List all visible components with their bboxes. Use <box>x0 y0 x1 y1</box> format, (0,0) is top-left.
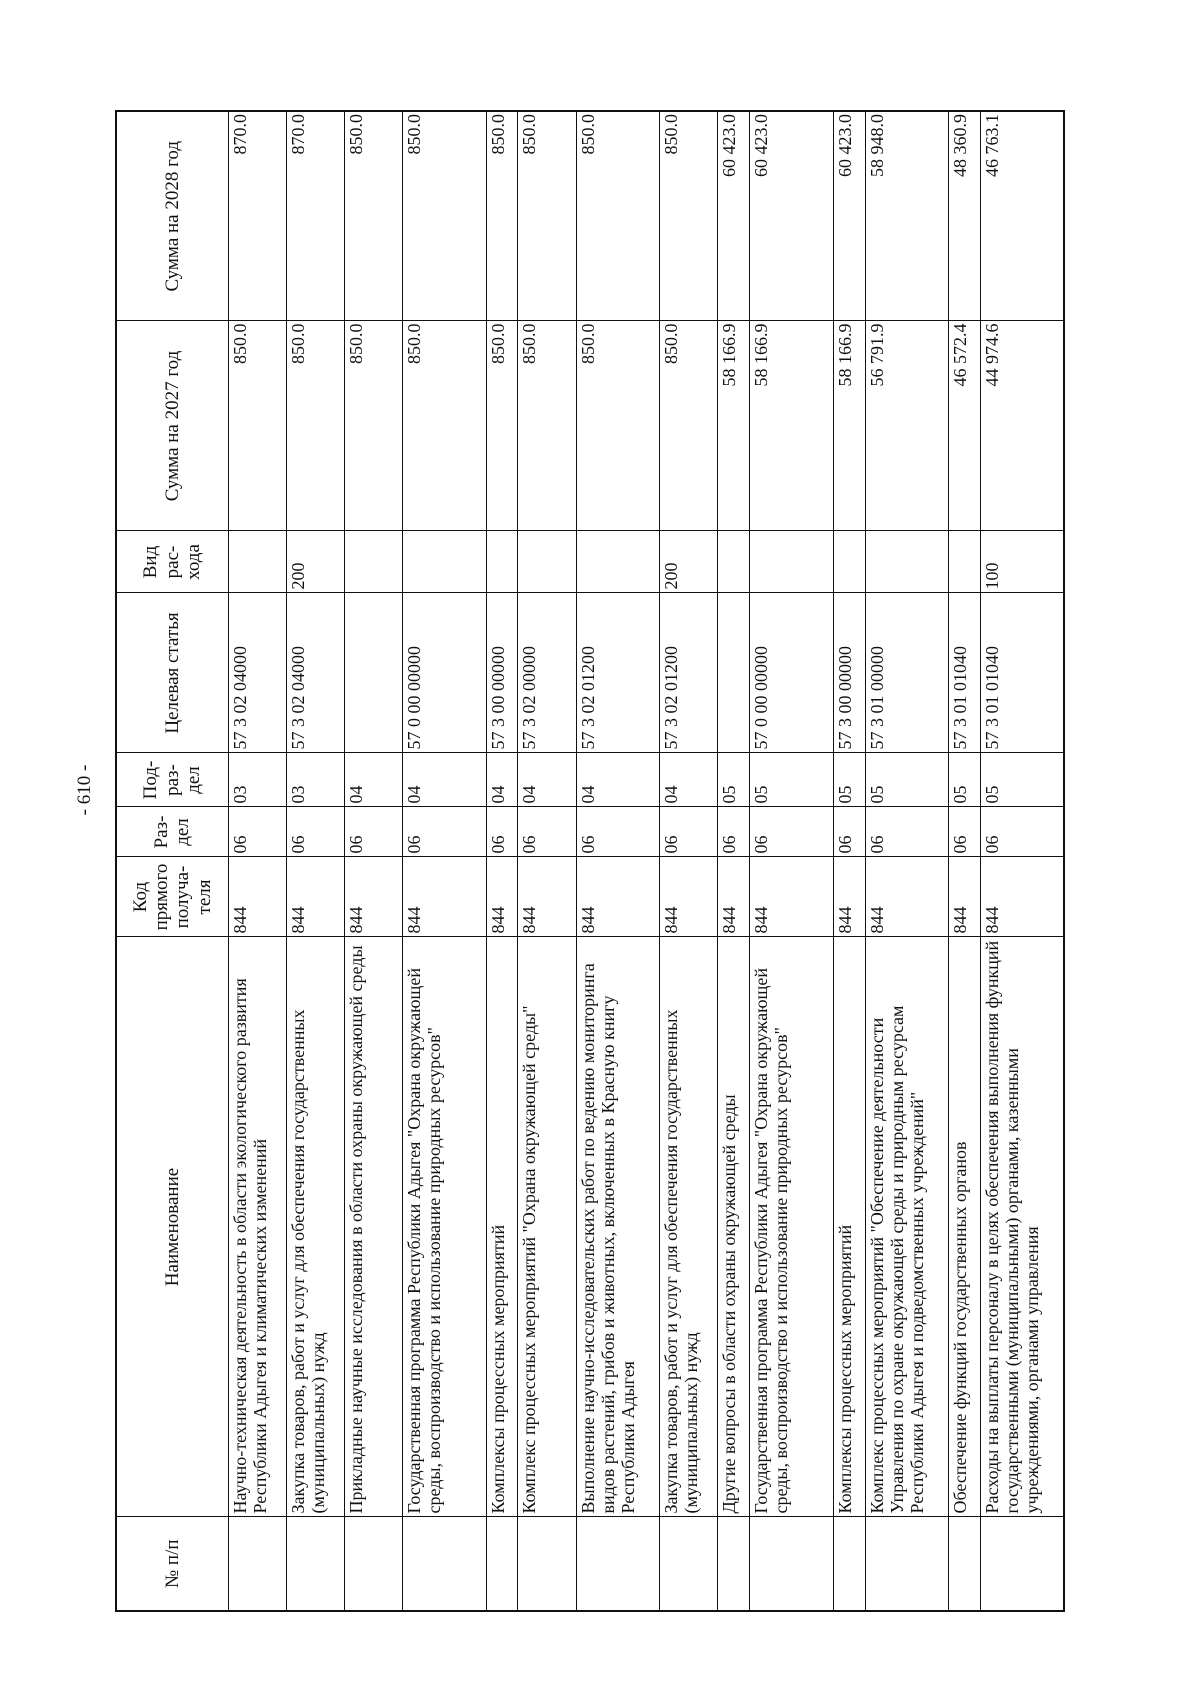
cell-recipient: 844 <box>403 857 486 937</box>
cell-no <box>576 1517 659 1611</box>
cell-name: Комплексы процессных мероприятий <box>486 937 518 1517</box>
cell-section: 06 <box>660 807 718 857</box>
cell-expense-type <box>344 531 402 593</box>
table-row <box>228 111 286 1611</box>
cell-expense-type <box>949 531 981 593</box>
cell-sum-2028: 60 423.0 <box>718 111 750 321</box>
cell-recipient: 844 <box>344 857 402 937</box>
cell-no <box>344 1517 402 1611</box>
cell-section: 06 <box>833 807 865 857</box>
cell-sum-2028: 60 423.0 <box>750 111 833 321</box>
cell-expense-type <box>576 531 659 593</box>
cell-expense-type <box>750 531 833 593</box>
cell-name: Расходы на выплаты персоналу в целях обеспечения выполнения функций государственными (муниципальными) органами, казенными учреждениями, органами управления <box>980 937 1064 1517</box>
cell-subsection: 03 <box>286 753 344 807</box>
cell-name: Государственная программа Республики Адыгея "Охрана окружающей среды, воспроизводство и использование природных ресурсов" <box>403 937 486 1517</box>
cell-sum-2028: 58 948.0 <box>865 111 948 321</box>
cell-name: Научно-техническая деятельность в области экологического развития Республики Адыгея и климатических изменений <box>228 937 286 1517</box>
cell-target: 57 3 01 00000 <box>865 593 948 753</box>
cell-sum-2028: 850.0 <box>518 111 576 321</box>
cell-subsection: 05 <box>949 753 981 807</box>
cell-name: Комплексы процессных мероприятий <box>833 937 865 1517</box>
cell-name: Прикладные научные исследования в области охраны окружающей среды <box>344 937 402 1517</box>
cell-recipient: 844 <box>865 857 948 937</box>
cell-expense-type <box>718 531 750 593</box>
cell-recipient: 844 <box>750 857 833 937</box>
cell-no <box>833 1517 865 1611</box>
cell-section: 06 <box>576 807 659 857</box>
cell-name: Закупка товаров, работ и услуг для обеспечения государственных (муниципальных) нужд <box>286 937 344 1517</box>
cell-section: 06 <box>344 807 402 857</box>
cell-subsection: 04 <box>486 753 518 807</box>
cell-name: Выполнение научно-исследовательских работ по ведению мониторинга видов растений, грибов и животных, включенных в Красную книгу Республики Адыгея <box>576 937 659 1517</box>
cell-section: 06 <box>949 807 981 857</box>
budget-table <box>115 110 1065 1612</box>
table-row <box>949 111 981 1611</box>
header-section: Раз-дел <box>116 807 228 857</box>
cell-name: Обеспечение функций государственных органов <box>949 937 981 1517</box>
cell-recipient: 844 <box>518 857 576 937</box>
cell-section: 06 <box>403 807 486 857</box>
table-row <box>833 111 865 1611</box>
cell-sum-2027: 56 791.9 <box>865 321 948 531</box>
cell-sum-2028: 48 360.9 <box>949 111 981 321</box>
cell-section: 06 <box>518 807 576 857</box>
cell-section: 06 <box>980 807 1064 857</box>
table-row <box>486 111 518 1611</box>
table-row <box>660 111 718 1611</box>
cell-no <box>403 1517 486 1611</box>
cell-subsection: 04 <box>518 753 576 807</box>
cell-section: 06 <box>228 807 286 857</box>
header-no: № п/п <box>116 1517 228 1611</box>
header-name: Наименование <box>116 937 228 1517</box>
cell-section: 06 <box>286 807 344 857</box>
cell-expense-type: 200 <box>660 531 718 593</box>
cell-no <box>865 1517 948 1611</box>
cell-expense-type <box>403 531 486 593</box>
cell-sum-2027: 850.0 <box>576 321 659 531</box>
cell-sum-2028: 850.0 <box>403 111 486 321</box>
header-subsection: Под-раз-дел <box>116 753 228 807</box>
cell-expense-type <box>228 531 286 593</box>
cell-subsection: 05 <box>833 753 865 807</box>
cell-sum-2027: 850.0 <box>518 321 576 531</box>
cell-sum-2028: 850.0 <box>660 111 718 321</box>
cell-name: Другие вопросы в области охраны окружающей среды <box>718 937 750 1517</box>
table-row <box>865 111 948 1611</box>
cell-recipient: 844 <box>228 857 286 937</box>
cell-section: 06 <box>486 807 518 857</box>
cell-recipient: 844 <box>949 857 981 937</box>
cell-sum-2027: 850.0 <box>286 321 344 531</box>
cell-sum-2028: 870.0 <box>286 111 344 321</box>
cell-recipient: 844 <box>660 857 718 937</box>
cell-no <box>486 1517 518 1611</box>
cell-name: Закупка товаров, работ и услуг для обеспечения государственных (муниципальных) нужд <box>660 937 718 1517</box>
cell-no <box>660 1517 718 1611</box>
cell-sum-2027: 850.0 <box>228 321 286 531</box>
cell-sum-2027: 850.0 <box>660 321 718 531</box>
cell-recipient: 844 <box>833 857 865 937</box>
cell-expense-type <box>518 531 576 593</box>
cell-sum-2028: 870.0 <box>228 111 286 321</box>
cell-name: Комплекс процессных мероприятий "Обеспечение деятельности Управления по охране окружающей среды и природным ресурсам Республики Адыгея и подведомственных учреждений" <box>865 937 948 1517</box>
cell-sum-2027: 58 166.9 <box>833 321 865 531</box>
cell-subsection: 05 <box>865 753 948 807</box>
cell-subsection: 04 <box>344 753 402 807</box>
cell-recipient: 844 <box>486 857 518 937</box>
cell-expense-type <box>833 531 865 593</box>
cell-recipient: 844 <box>980 857 1064 937</box>
header-recipient: Код прямого получа-теля <box>116 857 228 937</box>
cell-no <box>980 1517 1064 1611</box>
cell-sum-2027: 58 166.9 <box>718 321 750 531</box>
table-row <box>344 111 402 1611</box>
cell-subsection: 04 <box>576 753 659 807</box>
cell-no <box>518 1517 576 1611</box>
cell-target: 57 3 02 00000 <box>518 593 576 753</box>
cell-target: 57 3 02 04000 <box>228 593 286 753</box>
table-row <box>576 111 659 1611</box>
cell-subsection: 04 <box>403 753 486 807</box>
cell-target: 57 0 00 00000 <box>403 593 486 753</box>
cell-subsection: 03 <box>228 753 286 807</box>
cell-subsection: 04 <box>660 753 718 807</box>
cell-subsection: 05 <box>980 753 1064 807</box>
cell-recipient: 844 <box>576 857 659 937</box>
header-row <box>116 111 228 1611</box>
table-row <box>518 111 576 1611</box>
page-number: - 610 - <box>74 764 95 816</box>
cell-sum-2027: 58 166.9 <box>750 321 833 531</box>
cell-sum-2027: 850.0 <box>344 321 402 531</box>
cell-target: 57 3 01 01040 <box>949 593 981 753</box>
table-row <box>718 111 750 1611</box>
cell-target: 57 3 02 01200 <box>576 593 659 753</box>
table-row <box>980 111 1064 1611</box>
cell-recipient: 844 <box>286 857 344 937</box>
cell-section: 06 <box>865 807 948 857</box>
cell-expense-type: 200 <box>286 531 344 593</box>
cell-target: 57 3 00 00000 <box>833 593 865 753</box>
cell-no <box>228 1517 286 1611</box>
cell-expense-type <box>486 531 518 593</box>
header-target: Целевая статья <box>116 593 228 753</box>
cell-name: Комплекс процессных мероприятий "Охрана окружающей среды" <box>518 937 576 1517</box>
cell-section: 06 <box>750 807 833 857</box>
cell-section: 06 <box>718 807 750 857</box>
cell-subsection: 05 <box>750 753 833 807</box>
cell-sum-2027: 46 572.4 <box>949 321 981 531</box>
cell-target <box>344 593 402 753</box>
cell-no <box>718 1517 750 1611</box>
cell-target: 57 0 00 00000 <box>750 593 833 753</box>
cell-sum-2028: 850.0 <box>576 111 659 321</box>
header-expense-type: Вид рас-хода <box>116 531 228 593</box>
cell-sum-2028: 850.0 <box>486 111 518 321</box>
cell-sum-2028: 46 763.1 <box>980 111 1064 321</box>
cell-sum-2027: 44 974.6 <box>980 321 1064 531</box>
cell-target: 57 3 02 04000 <box>286 593 344 753</box>
budget-table-frame <box>115 112 1065 1612</box>
header-sum-2028: Сумма на 2028 год <box>116 111 228 321</box>
cell-target: 57 3 00 00000 <box>486 593 518 753</box>
cell-expense-type: 100 <box>980 531 1064 593</box>
cell-target <box>718 593 750 753</box>
header-sum-2027: Сумма на 2027 год <box>116 321 228 531</box>
cell-no <box>750 1517 833 1611</box>
table-row <box>750 111 833 1611</box>
cell-sum-2027: 850.0 <box>486 321 518 531</box>
cell-name: Государственная программа Республики Адыгея "Охрана окружающей среды, воспроизводство и использование природных ресурсов" <box>750 937 833 1517</box>
cell-expense-type <box>865 531 948 593</box>
table-row <box>286 111 344 1611</box>
cell-target: 57 3 01 01040 <box>980 593 1064 753</box>
cell-subsection: 05 <box>718 753 750 807</box>
cell-recipient: 844 <box>718 857 750 937</box>
cell-sum-2028: 850.0 <box>344 111 402 321</box>
table-row <box>403 111 486 1611</box>
cell-sum-2028: 60 423.0 <box>833 111 865 321</box>
cell-sum-2027: 850.0 <box>403 321 486 531</box>
cell-target: 57 3 02 01200 <box>660 593 718 753</box>
cell-no <box>949 1517 981 1611</box>
cell-no <box>286 1517 344 1611</box>
